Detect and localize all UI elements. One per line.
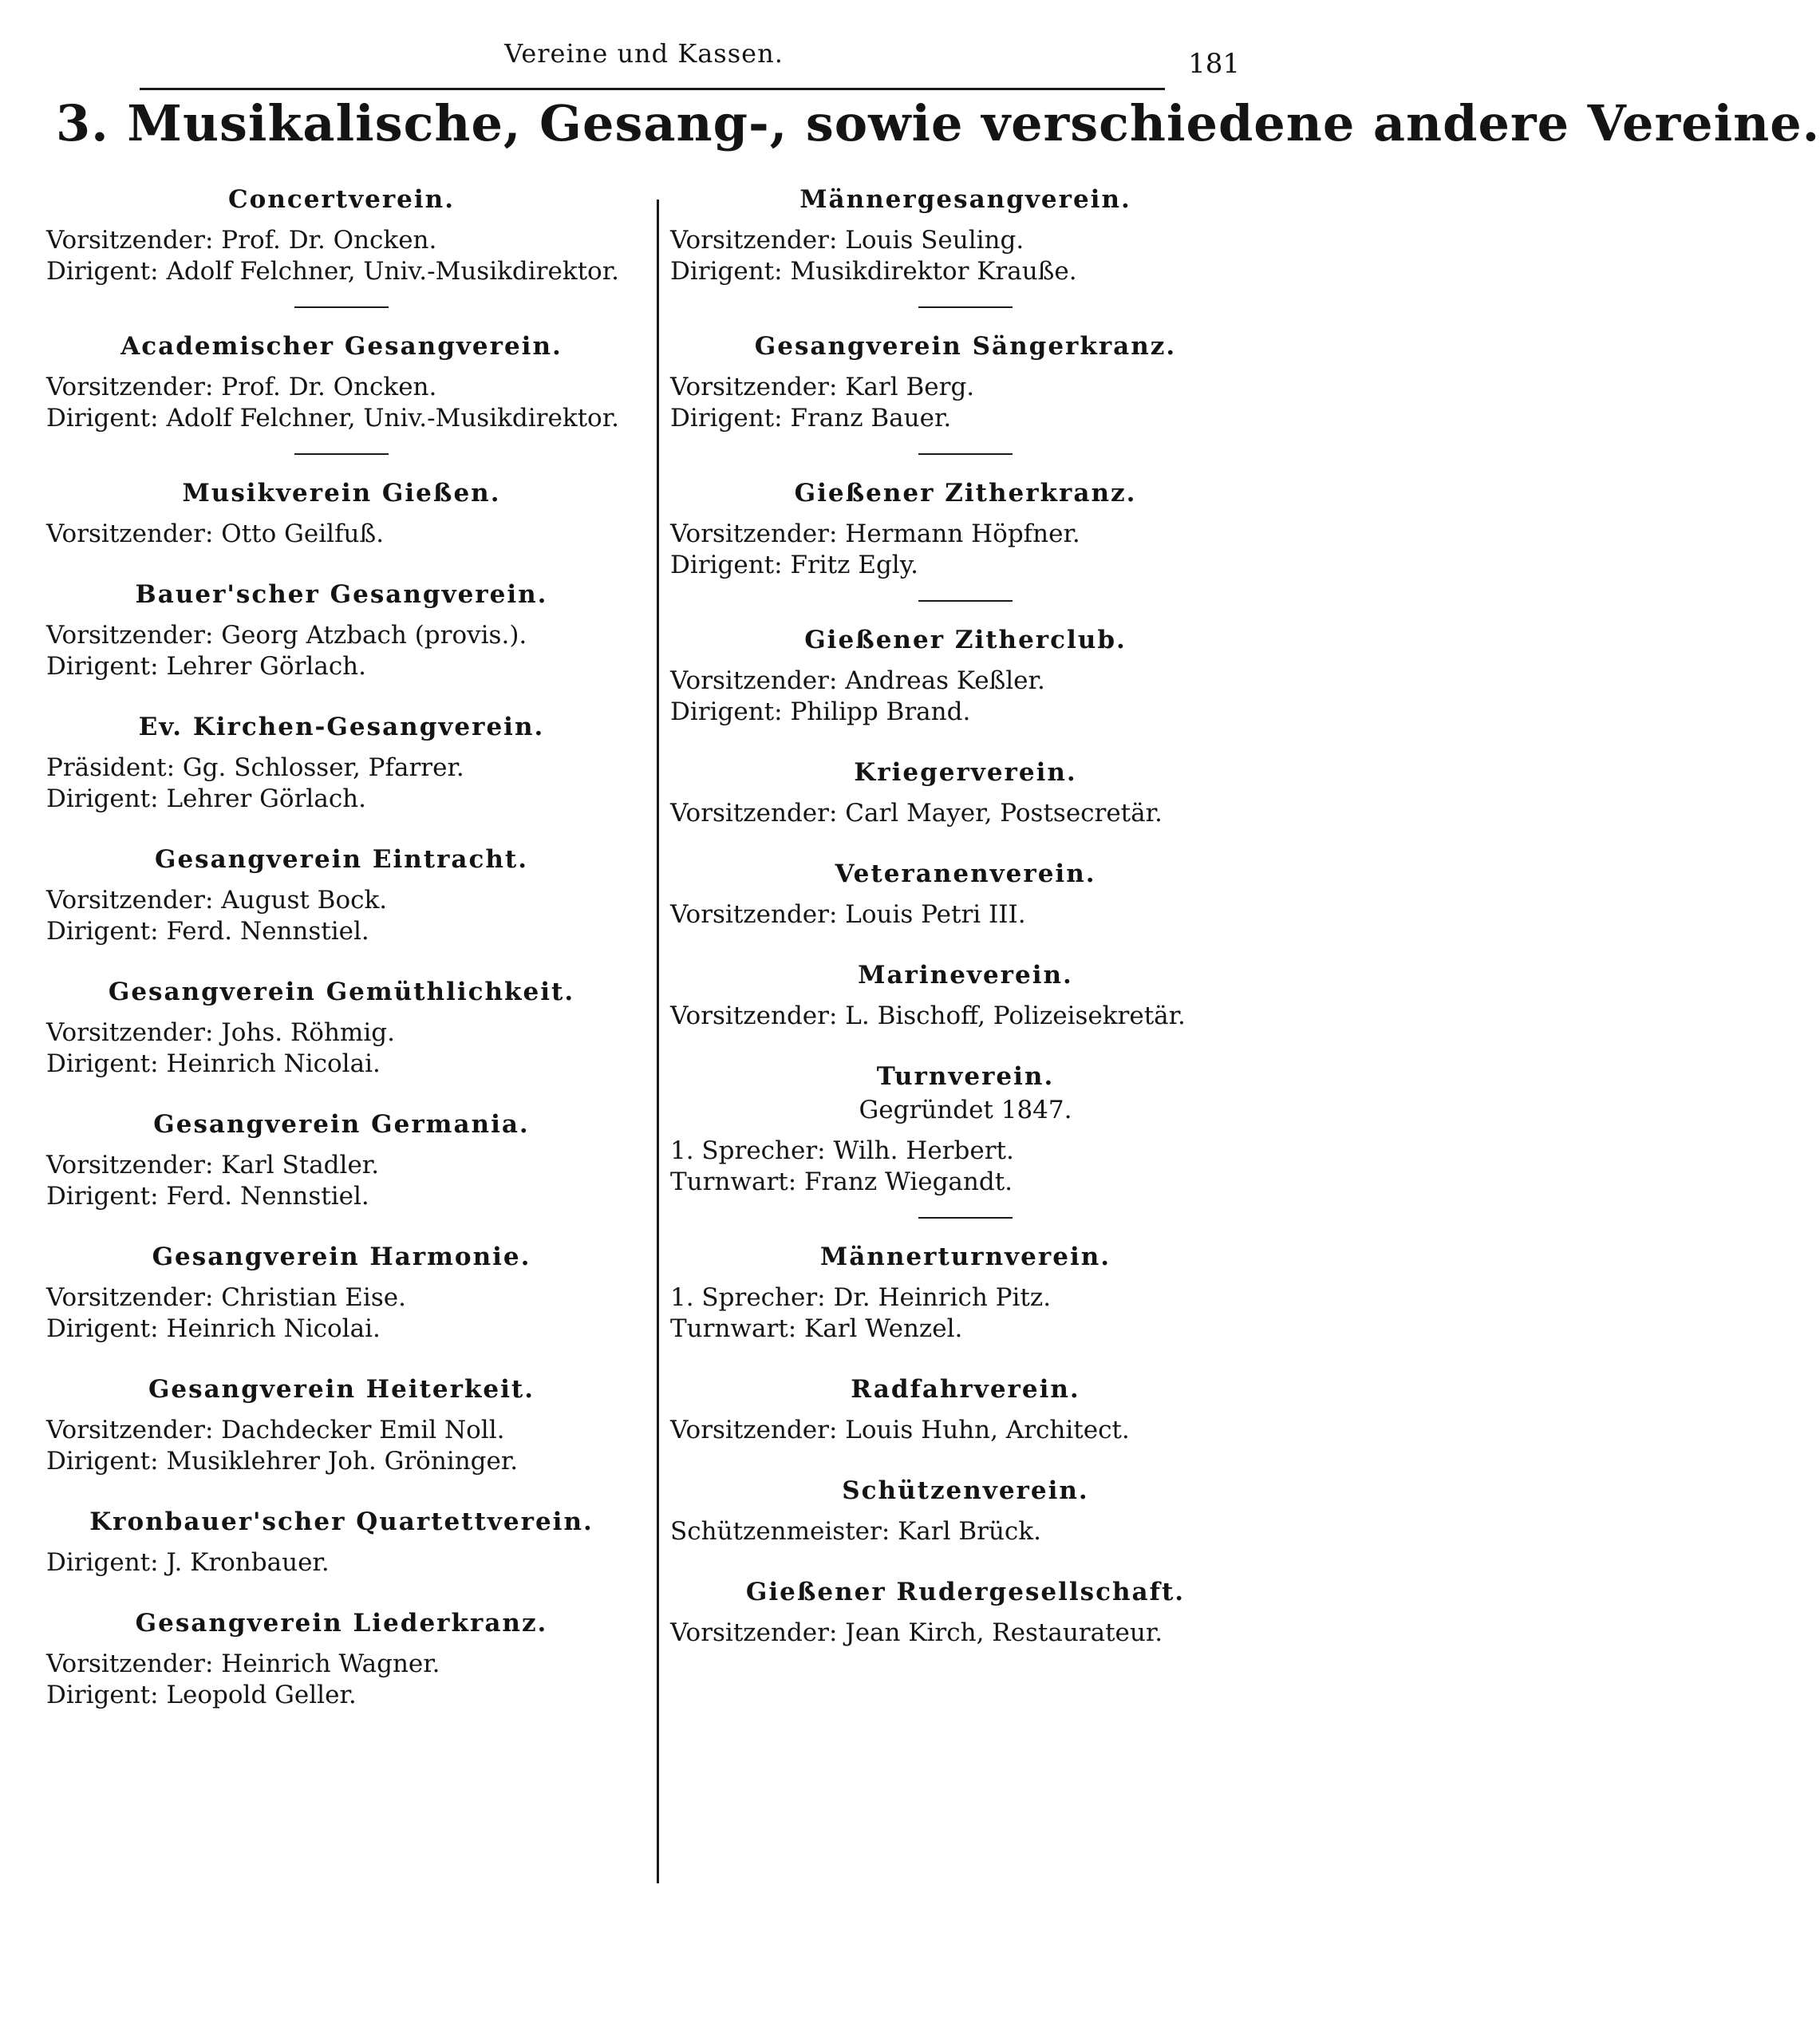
left-column	[46, 185, 637, 1711]
officer-name: Lehrer Görlach.	[166, 784, 366, 813]
club-officer-row: Vorsitzender: Dachdecker Emil Noll.	[46, 1416, 505, 1444]
officer-name: Carl Mayer, Postsecretär.	[845, 799, 1163, 828]
officer-name: Georg Atzbach (provis.).	[221, 621, 527, 650]
club-entry	[46, 185, 637, 287]
club-officer-row: Vorsitzender: Louis Huhn, Architect.	[670, 1416, 1130, 1444]
club-officer-row: Vorsitzender: Georg Atzbach (provis.).	[46, 621, 527, 650]
officer-role: Dirigent	[670, 257, 775, 286]
officer-role: Dirigent	[46, 1182, 151, 1211]
running-head	[48, 38, 1240, 94]
club-officer-row: Vorsitzender: Christian Eise.	[46, 1283, 406, 1312]
club-name: Gießener Zitherkranz.	[794, 479, 1137, 508]
officer-name: Andreas Keßler.	[845, 666, 1045, 695]
officer-role: Vorsitzender	[670, 799, 829, 828]
entry-gap	[46, 1212, 637, 1243]
club-officer-row: Vorsitzender: Heinrich Wagner.	[46, 1650, 440, 1678]
club-entry	[670, 859, 1261, 930]
officer-name: Heinrich Nicolai.	[166, 1314, 381, 1343]
officer-role: Dirigent	[46, 257, 151, 286]
section-heading: 3. Musikalische, Gesang-, sowie verschiedene andere Vereine.	[56, 94, 1820, 152]
officer-name: Heinrich Nicolai.	[166, 1049, 381, 1078]
club-name: Academischer Gesangverein.	[120, 332, 563, 361]
club-officer-row: Vorsitzender: Johs. Röhmig.	[46, 1018, 395, 1047]
club-name: Marineverein.	[858, 961, 1073, 990]
club-entry	[670, 758, 1261, 829]
club-officer-row: Dirigent: Lehrer Görlach.	[46, 652, 366, 681]
club-officer-row: Präsident: Gg. Schlosser, Pfarrer.	[46, 753, 464, 782]
officer-role: Vorsitzender	[46, 1283, 205, 1312]
club-name: Musikverein Gießen.	[182, 479, 501, 508]
officer-name: Karl Berg.	[845, 373, 975, 401]
club-officer-row: Dirigent: Leopold Geller.	[46, 1681, 357, 1709]
club-entry	[670, 1062, 1261, 1198]
officer-name: Musiklehrer Joh. Gröninger.	[166, 1447, 519, 1476]
club-name: Gesangverein Gemüthlichkeit.	[108, 978, 575, 1006]
officer-role: Vorsitzender	[46, 1416, 205, 1444]
club-officer-row: Vorsitzender: August Bock.	[46, 886, 388, 915]
officer-role: Vorsitzender	[46, 373, 205, 401]
club-entry	[46, 845, 637, 947]
officer-name: Jean Kirch, Restaurateur.	[845, 1618, 1163, 1647]
club-entry	[46, 713, 637, 815]
entry-gap	[46, 682, 637, 713]
club-officer-row: Dirigent: Heinrich Nicolai.	[46, 1314, 381, 1343]
club-entry	[670, 626, 1261, 728]
officer-role: Präsident	[46, 753, 167, 782]
club-name: Ev. Kirchen-Gesangverein.	[138, 713, 545, 741]
officer-role: Dirigent	[46, 1314, 151, 1343]
officer-name: Ferd. Nennstiel.	[166, 1182, 369, 1211]
club-name: Gießener Rudergesellschaft.	[745, 1578, 1186, 1606]
club-entry	[46, 978, 637, 1080]
club-name: Veteranenverein.	[835, 859, 1096, 888]
entry-gap	[46, 1578, 637, 1609]
entry-separator	[294, 453, 389, 455]
officer-name: Adolf Felchner, Univ.-Musikdirektor.	[166, 257, 619, 286]
officer-name: August Bock.	[221, 886, 388, 915]
officer-name: Louis Seuling.	[845, 226, 1024, 255]
club-entry	[670, 185, 1261, 287]
officer-role: Turnwart	[670, 1168, 788, 1196]
officer-role: Schützenmeister	[670, 1517, 882, 1546]
officer-name: Karl Stadler.	[221, 1151, 380, 1179]
entry-gap	[670, 1446, 1261, 1476]
club-officer-row: Dirigent: Musikdirektor Krauße.	[670, 257, 1077, 286]
club-officer-row: Vorsitzender: Otto Geilfuß.	[46, 520, 385, 548]
club-founded: Gegründet 1847.	[859, 1096, 1072, 1124]
entry-gap	[46, 1080, 637, 1110]
club-officer-row: Turnwart: Franz Wiegandt.	[670, 1168, 1013, 1196]
entry-separator	[918, 600, 1013, 602]
club-officer-row: Schützenmeister: Karl Brück.	[670, 1517, 1041, 1546]
entry-gap	[670, 1547, 1261, 1578]
column-divider	[657, 200, 659, 1883]
club-entry	[46, 1609, 637, 1711]
club-officer-row: Vorsitzender: Karl Berg.	[670, 373, 975, 401]
officer-name: Louis Huhn, Architect.	[845, 1416, 1130, 1444]
club-entry	[46, 1110, 637, 1212]
club-name: Schützenverein.	[842, 1476, 1089, 1505]
club-entry	[46, 1375, 637, 1477]
officer-role: Dirigent	[46, 784, 151, 813]
officer-role: Dirigent	[46, 404, 151, 433]
club-name: Kriegerverein.	[854, 758, 1077, 787]
officer-name: Lehrer Görlach.	[166, 652, 366, 681]
club-officer-row: Dirigent: Ferd. Nennstiel.	[46, 917, 369, 946]
club-officer-row: Dirigent: Ferd. Nennstiel.	[46, 1182, 369, 1211]
officer-role: Vorsitzender	[670, 1416, 829, 1444]
officer-role: Vorsitzender	[46, 1018, 205, 1047]
officer-name: Johs. Röhmig.	[221, 1018, 395, 1047]
club-officer-row: 1. Sprecher: Dr. Heinrich Pitz.	[670, 1283, 1052, 1312]
club-name: Gesangverein Germania.	[153, 1110, 530, 1139]
officer-role: Turnwart	[670, 1314, 788, 1343]
officer-role: Dirigent	[46, 917, 151, 946]
club-officer-row: Dirigent: Fritz Egly.	[670, 551, 918, 579]
club-officer-row: Vorsitzender: Carl Mayer, Postsecretär.	[670, 799, 1163, 828]
club-entry	[670, 332, 1261, 434]
page-number: 181	[1188, 48, 1240, 80]
club-officer-row: Vorsitzender: Prof. Dr. Oncken.	[46, 226, 437, 255]
officer-role: Vorsitzender	[670, 666, 829, 695]
club-officer-row: Vorsitzender: Louis Seuling.	[670, 226, 1024, 255]
officer-name: Prof. Dr. Oncken.	[221, 373, 437, 401]
running-title: Vereine und Kassen.	[504, 38, 784, 69]
club-entry	[670, 479, 1261, 581]
club-officer-row: Dirigent: J. Kronbauer.	[46, 1548, 330, 1577]
officer-name: Prof. Dr. Oncken.	[221, 226, 437, 255]
officer-role: Vorsitzender	[670, 1618, 829, 1647]
officer-name: Otto Geilfuß.	[221, 520, 385, 548]
officer-role: Vorsitzender	[46, 520, 205, 548]
club-officer-row: Turnwart: Karl Wenzel.	[670, 1314, 963, 1343]
entry-gap	[46, 815, 637, 845]
officer-name: Ferd. Nennstiel.	[166, 917, 369, 946]
club-entry	[670, 1476, 1261, 1547]
club-officer-row: Dirigent: Philipp Brand.	[670, 697, 971, 726]
club-entry	[46, 1507, 637, 1578]
officer-name: Karl Brück.	[898, 1517, 1041, 1546]
officer-role: Vorsitzender	[46, 1650, 205, 1678]
officer-name: Heinrich Wagner.	[221, 1650, 440, 1678]
header-rule	[140, 88, 1165, 90]
officer-name: Philipp Brand.	[790, 697, 971, 726]
officer-name: Fritz Egly.	[790, 551, 918, 579]
club-officer-row: Dirigent: Franz Bauer.	[670, 404, 952, 433]
club-officer-row: Dirigent: Heinrich Nicolai.	[46, 1049, 381, 1078]
club-entry	[670, 1243, 1261, 1345]
entry-separator	[918, 453, 1013, 455]
officer-role: Vorsitzender	[46, 886, 205, 915]
entry-separator	[294, 306, 389, 308]
club-entry	[670, 1578, 1261, 1649]
officer-name: Dachdecker Emil Noll.	[221, 1416, 505, 1444]
club-officer-row: Vorsitzender: Prof. Dr. Oncken.	[46, 373, 437, 401]
club-name: Gießener Zitherclub.	[804, 626, 1127, 654]
officer-name: Musikdirektor Krauße.	[790, 257, 1077, 286]
officer-name: Franz Bauer.	[790, 404, 952, 433]
entry-gap	[46, 550, 637, 580]
officer-role: 1. Sprecher	[670, 1283, 818, 1312]
club-name: Männerturnverein.	[819, 1243, 1111, 1271]
officer-name: Louis Petri III.	[845, 900, 1026, 929]
club-name: Männergesangverein.	[799, 185, 1131, 214]
club-officer-row: Dirigent: Musiklehrer Joh. Gröninger.	[46, 1447, 519, 1476]
club-entry	[46, 1243, 637, 1345]
club-name: Bauer'scher Gesangverein.	[135, 580, 548, 609]
club-officer-row: Dirigent: Adolf Felchner, Univ.-Musikdirektor.	[46, 257, 619, 286]
officer-role: Vorsitzender	[670, 226, 829, 255]
club-officer-row: Dirigent: Adolf Felchner, Univ.-Musikdirektor.	[46, 404, 619, 433]
officer-role: Dirigent	[670, 697, 775, 726]
officer-name: Gg. Schlosser, Pfarrer.	[182, 753, 464, 782]
officer-role: Dirigent	[46, 1049, 151, 1078]
club-entry	[46, 332, 637, 434]
officer-role: Dirigent	[670, 551, 775, 579]
officer-name: Wilh. Herbert.	[833, 1136, 1014, 1165]
club-name: Turnverein.	[876, 1062, 1055, 1091]
club-name: Gesangverein Sängerkranz.	[754, 332, 1177, 361]
entry-gap	[46, 1345, 637, 1375]
officer-role: Vorsitzender	[670, 373, 829, 401]
club-officer-row: Dirigent: Lehrer Görlach.	[46, 784, 366, 813]
club-entry	[670, 961, 1261, 1032]
entry-separator	[918, 1217, 1013, 1219]
club-officer-row: Vorsitzender: Andreas Keßler.	[670, 666, 1045, 695]
club-officer-row: Vorsitzender: L. Bischoff, Polizeisekretär.	[670, 1002, 1186, 1030]
officer-role: Dirigent	[46, 652, 151, 681]
entry-gap	[46, 947, 637, 978]
officer-name: Franz Wiegandt.	[804, 1168, 1013, 1196]
officer-role: Vorsitzender	[670, 520, 829, 548]
officer-name: J. Kronbauer.	[166, 1548, 330, 1577]
club-officer-row: Vorsitzender: Louis Petri III.	[670, 900, 1026, 929]
club-name: Concertverein.	[227, 185, 456, 214]
club-name: Gesangverein Harmonie.	[152, 1243, 531, 1271]
club-name: Kronbauer'scher Quartettverein.	[89, 1507, 594, 1536]
club-entry	[670, 1375, 1261, 1446]
club-officer-row: Vorsitzender: Jean Kirch, Restaurateur.	[670, 1618, 1163, 1647]
officer-role: Dirigent	[46, 1548, 151, 1577]
officer-name: Hermann Höpfner.	[845, 520, 1080, 548]
club-entry	[46, 479, 637, 550]
officer-role: Dirigent	[670, 404, 775, 433]
club-name: Gesangverein Eintracht.	[154, 845, 529, 874]
club-name: Gesangverein Liederkranz.	[135, 1609, 548, 1638]
entry-gap	[670, 1345, 1261, 1375]
entry-gap	[670, 728, 1261, 758]
officer-role: Vorsitzender	[46, 226, 205, 255]
officer-role: 1. Sprecher	[670, 1136, 818, 1165]
club-officer-row: 1. Sprecher: Wilh. Herbert.	[670, 1136, 1014, 1165]
entry-gap	[670, 829, 1261, 859]
officer-role: Dirigent	[46, 1681, 151, 1709]
officer-name: L. Bischoff, Polizeisekretär.	[845, 1002, 1186, 1030]
club-name: Radfahrverein.	[851, 1375, 1080, 1404]
club-officer-row: Vorsitzender: Hermann Höpfner.	[670, 520, 1080, 548]
club-name: Gesangverein Heiterkeit.	[148, 1375, 535, 1404]
entry-separator	[918, 306, 1013, 308]
right-column	[670, 185, 1261, 1649]
club-entry	[46, 580, 637, 682]
officer-role: Vorsitzender	[46, 621, 205, 650]
officer-name: Christian Eise.	[221, 1283, 406, 1312]
club-officer-row: Vorsitzender: Karl Stadler.	[46, 1151, 380, 1179]
officer-role: Vorsitzender	[670, 900, 829, 929]
entry-gap	[46, 1477, 637, 1507]
officer-role: Vorsitzender	[46, 1151, 205, 1179]
officer-name: Leopold Geller.	[166, 1681, 357, 1709]
entry-gap	[670, 930, 1261, 961]
officer-name: Karl Wenzel.	[804, 1314, 963, 1343]
officer-role: Vorsitzender	[670, 1002, 829, 1030]
entry-gap	[670, 1032, 1261, 1062]
officer-role: Dirigent	[46, 1447, 151, 1476]
officer-name: Adolf Felchner, Univ.-Musikdirektor.	[166, 404, 619, 433]
officer-name: Dr. Heinrich Pitz.	[833, 1283, 1052, 1312]
